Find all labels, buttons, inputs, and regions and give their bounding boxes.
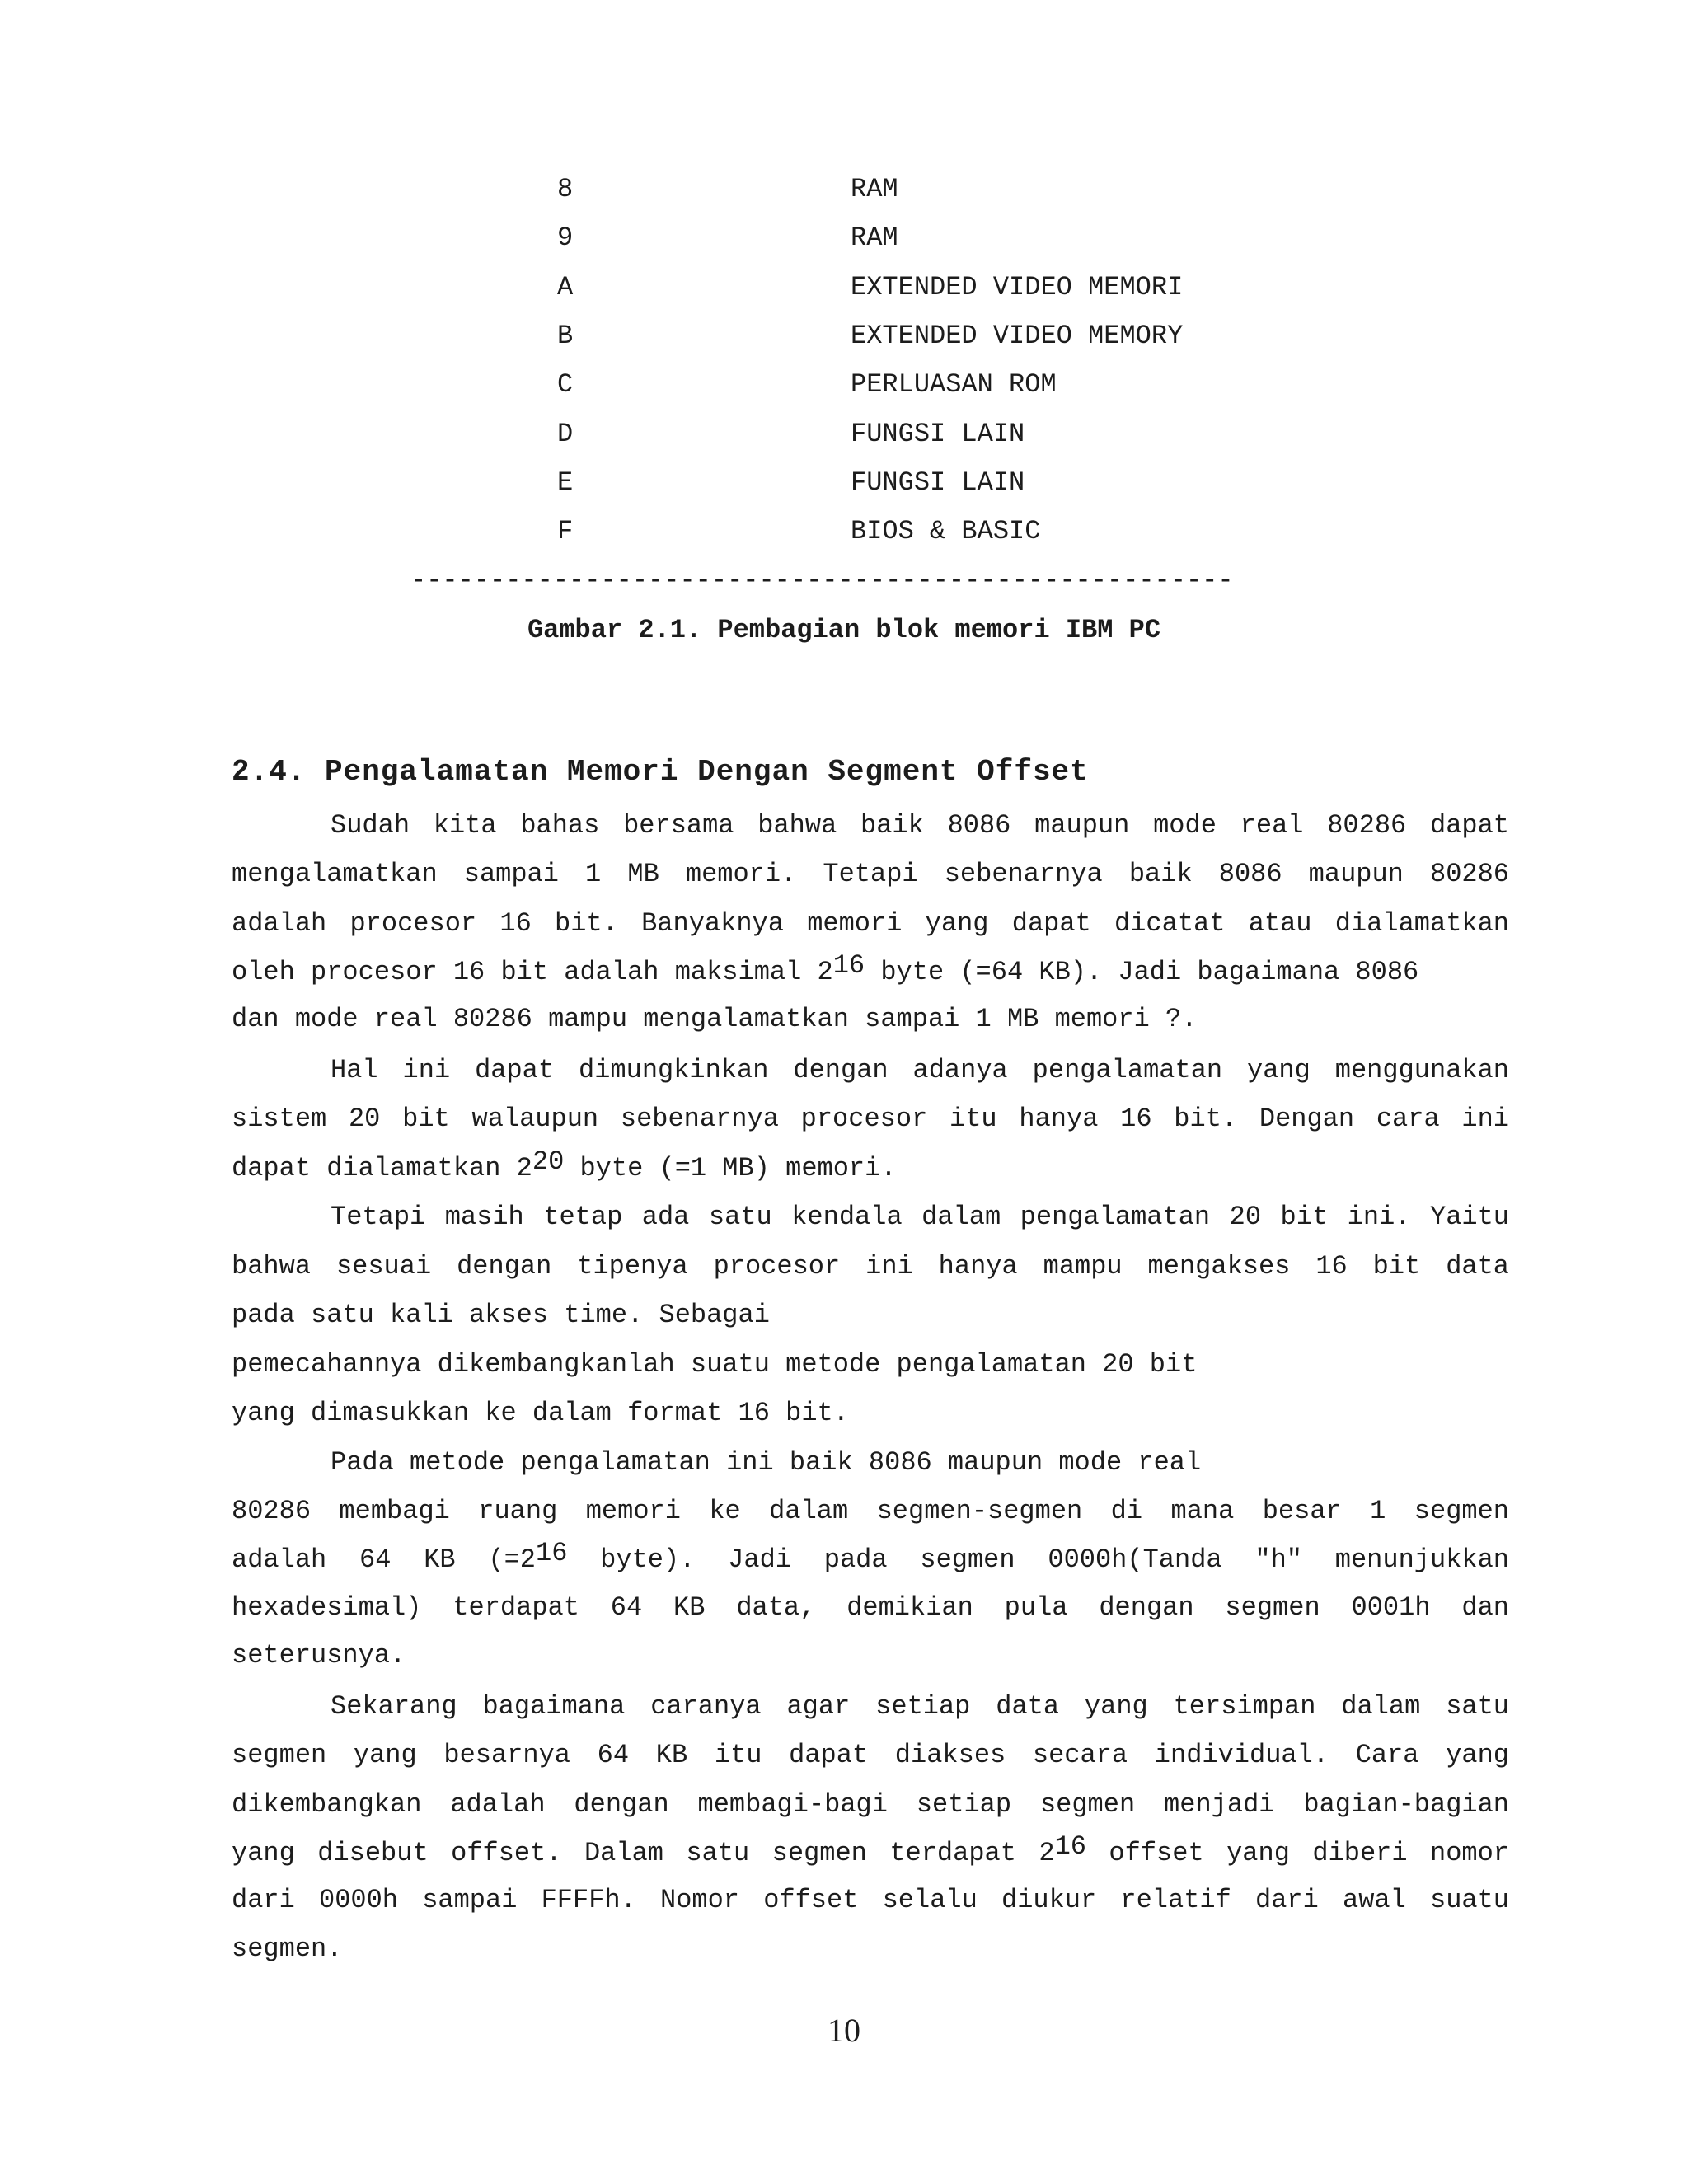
exponent: 16 <box>1054 1831 1086 1862</box>
exponent: 16 <box>535 1538 568 1568</box>
text-fragment: dapat dialamatkan 2 <box>232 1153 532 1183</box>
block-use: BIOS & BASIC <box>851 516 1041 546</box>
text-line <box>232 1831 1510 1868</box>
text-line: dari 0000h sampai FFFFh. Nomor offset selalu diukur relatif dari awal suatu <box>232 1885 1509 1915</box>
table-row <box>0 419 1688 452</box>
text-line: pada satu kali akses time. Sebagai <box>232 1300 770 1330</box>
table-row <box>0 174 1688 207</box>
block-id: A <box>557 272 574 302</box>
block-id: F <box>557 516 574 546</box>
text-line <box>232 1146 1509 1183</box>
block-id: E <box>557 467 574 498</box>
text-fragment: byte (=64 KB). Jadi bagaimana 8086 <box>865 957 1419 987</box>
text-fragment: oleh procesor 16 bit adalah maksimal 2 <box>232 957 833 987</box>
block-id: D <box>557 419 574 449</box>
table-row <box>0 467 1688 500</box>
text-fragment: adalah 64 KB (=2 <box>232 1544 536 1575</box>
text-line: yang dimasukkan ke dalam format 16 bit. <box>232 1398 849 1428</box>
text-line: Pada metode pengalamatan ini baik 8086 maupun mode real <box>331 1447 1202 1478</box>
text-line: seterusnya. <box>232 1640 406 1671</box>
block-use: RAM <box>851 223 898 253</box>
text-fragment: byte (=1 MB) memori. <box>564 1153 897 1183</box>
text-line: dikembangkan adalah dengan membagi-bagi setiap segmen menjadi bagian-bagian <box>232 1789 1509 1820</box>
section-heading: 2.4. Pengalamatan Memori Dengan Segment Offset <box>232 755 1089 789</box>
block-use: EXTENDED VIDEO MEMORI <box>851 272 1184 302</box>
table-row <box>0 516 1688 549</box>
text-line: dan mode real 80286 mampu mengalamatkan sampai 1 MB memori ?. <box>232 1004 1198 1034</box>
text-line: Sekarang bagaimana caranya agar setiap data yang tersimpan dalam satu <box>331 1691 1509 1722</box>
table-separator: ---------------------------------------------------- <box>410 565 1234 596</box>
exponent: 20 <box>532 1146 565 1177</box>
text-line: bahwa sesuai dengan tipenya procesor ini hanya mampu mengakses 16 bit data <box>232 1251 1509 1282</box>
block-id: 8 <box>557 174 574 204</box>
block-id: B <box>557 321 574 351</box>
text-line: Hal ini dapat dimungkinkan dengan adanya pengalamatan yang menggunakan <box>331 1055 1509 1085</box>
text-line: segmen. <box>232 1933 343 1964</box>
text-line: mengalamatkan sampai 1 MB memori. Tetapi sebenarnya baik 8086 maupun 80286 <box>232 859 1509 889</box>
block-id: 9 <box>557 223 574 253</box>
table-row <box>0 321 1688 354</box>
block-use: RAM <box>851 174 898 204</box>
exponent: 16 <box>832 950 865 981</box>
table-row <box>0 369 1688 402</box>
text-line <box>232 950 1509 987</box>
table-row <box>0 272 1688 305</box>
text-line: adalah procesor 16 bit. Banyaknya memori yang dapat dicatat atau dialamatkan <box>232 908 1509 939</box>
block-use: EXTENDED VIDEO MEMORY <box>851 321 1184 351</box>
block-use: FUNGSI LAIN <box>851 419 1025 449</box>
text-fragment: byte). Jadi pada segmen 0000h(Tanda "h" menunjukkan <box>567 1544 1509 1575</box>
figure-caption: Gambar 2.1. Pembagian blok memori IBM PC <box>527 615 1161 645</box>
page-number: 10 <box>828 2012 860 2049</box>
text-line <box>232 1538 1509 1575</box>
table-row <box>0 223 1688 255</box>
block-use: FUNGSI LAIN <box>851 467 1025 498</box>
block-use: PERLUASAN ROM <box>851 369 1057 400</box>
text-fragment: yang disebut offset. Dalam satu segmen terdapat 2 <box>232 1838 1055 1868</box>
text-line: sistem 20 bit walaupun sebenarnya procesor itu hanya 16 bit. Dengan cara ini <box>232 1104 1509 1134</box>
text-line: pemecahannya dikembangkanlah suatu metode pengalamatan 20 bit <box>232 1349 1198 1380</box>
text-line: Tetapi masih tetap ada satu kendala dalam pengalamatan 20 bit ini. Yaitu <box>331 1202 1509 1232</box>
block-id: C <box>557 369 574 400</box>
text-line: segmen yang besarnya 64 KB itu dapat diakses secara individual. Cara yang <box>232 1740 1509 1770</box>
text-line: 80286 membagi ruang memori ke dalam segmen-segmen di mana besar 1 segmen <box>232 1496 1509 1526</box>
text-line: hexadesimal) terdapat 64 KB data, demikian pula dengan segmen 0001h dan <box>232 1592 1509 1623</box>
text-line: Sudah kita bahas bersama bahwa baik 8086 maupun mode real 80286 dapat <box>331 810 1509 841</box>
text-fragment: offset yang diberi nomor <box>1086 1838 1510 1868</box>
